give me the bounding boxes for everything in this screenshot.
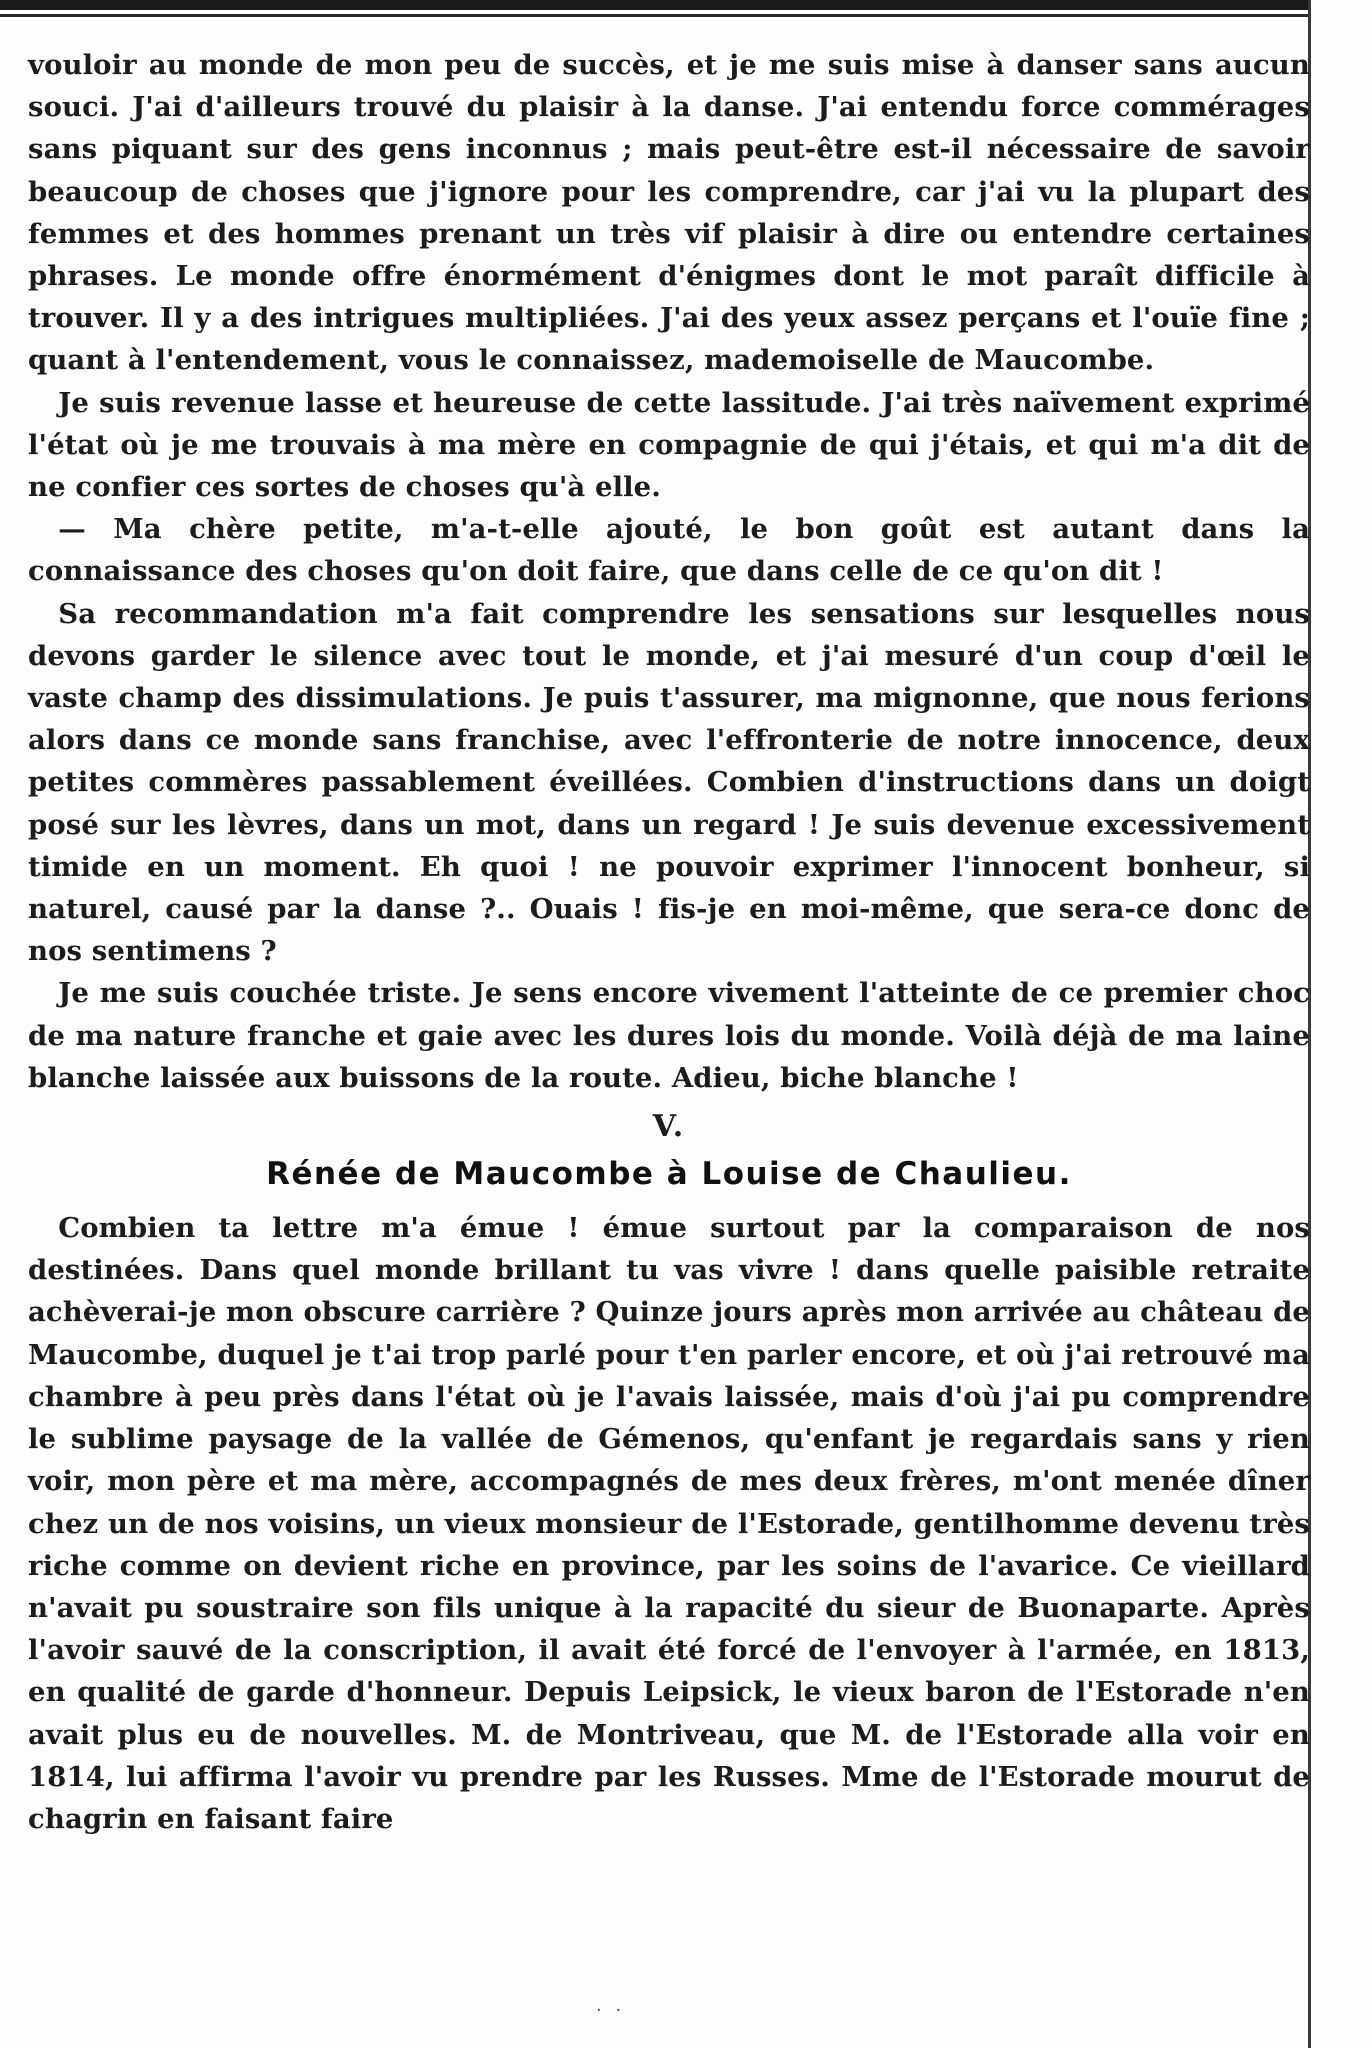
paragraph-4: Sa recommandation m'a fait comprendre les sensations sur lesquelles nous devons garder le silence avec tout le monde, et j'ai mesuré d'un coup d'œil le vaste champ des dissimulations. Je puis t'assurer, ma mignonne, que nous ferions alors dans ce monde sans franchise, avec l'effronterie de notre innocence, deux petites commères passablement éveillées. Combien d'instructions dans un doigt posé sur les lèvres, dans un mot, dans un regard ! Je suis devenue excessivement timide en un moment. Eh quoi ! ne pouvoir exprimer l'innocent bonheur, si naturel, causé par la danse ?.. Ouais ! fis-je en moi-même, que sera-ce donc de nos sentimens ? bbox=[28, 597, 1310, 968]
top-border-rule bbox=[0, 0, 1310, 10]
paragraph-2: Je suis revenue lasse et heureuse de cette lassitude. J'ai très naïvement exprimé l'état où je me trouvais à ma mère en compagnie de qui j'étais, et qui m'a dit de ne confier ces sortes de choses qu'à elle. bbox=[28, 386, 1310, 504]
paragraph-3: — Ma chère petite, m'a-t-elle ajouté, le bon goût est autant dans la connaissance des choses qu'on doit faire, que dans celle de ce qu'on dit ! bbox=[28, 513, 1310, 588]
letter-heading: Rénée de Maucombe à Louise de Chaulieu. bbox=[266, 1156, 1072, 1193]
paragraph-5: Je me suis couchée triste. Je sens encore vivement l'atteinte de ce premier choc de ma nature franche et gaie avec les dures lois du monde. Voilà déjà de ma laine blanche laissée aux buissons de la route. Adieu, biche blanche ! bbox=[28, 977, 1310, 1094]
paragraph-1: vouloir au monde de mon peu de succès, et je me suis mise à danser sans aucun souci. J'ai d'ailleurs trouvé du plaisir à la danse. J'ai entendu force commérages sans piquant sur des gens inconnus ; mais peut-être est-il nécessaire de savoir beaucoup de choses que j'ignore pour les comprendre, car j'ai vu la plupart des femmes et des hommes prenant un très vif plaisir à dire ou entendre certaines phrases. Le monde offre énormément d'énigmes dont le mot paraît difficile à trouver. Il y a des intrigues multipliées. J'ai des yeux assez perçans et l'ouïe fine ; quant à l'entendement, vous le connaissez, mademoiselle de Maucombe. bbox=[28, 49, 1310, 377]
bottom-margin-specks: · · bbox=[596, 2000, 626, 2021]
section-number: V. bbox=[652, 1109, 686, 1145]
paragraph-6: Combien ta lettre m'a émue ! émue surtout par la comparaison de nos destinées. Dans quel monde brillant tu vas vivre ! dans quelle paisible retraite achèverai-je mon obscure carrière ? Quinze jours après mon arrivée au château de Maucombe, duquel je t'ai trop parlé pour t'en parler encore, et où j'ai retrouvé ma chambre à peu près dans l'état où je l'avais laissée, mais d'où j'ai pu comprendre le sublime paysage de la vallée de Gémenos, qu'enfant je regardais sans y rien voir, mon père et ma mère, accompagnés de mes deux frères, m'ont menée dîner chez un de nos voisins, un vieux monsieur de l'Estorade, gentilhomme devenu très riche comme on devient riche en province, par les soins de l'avarice. Ce vieillard n'avait pu soustraire son fils unique à la rapacité du sieur de Buonaparte. Après l'avoir sauvé de la conscription, il avait été forcé de l'envoyer à l'armée, en 1813, en qualité de garde d'honneur. Depuis Leipsick, le vieux baron de l'Estorade n'en avait plus eu de nouvelles. M. de Montriveau, que M. de l'Estorade alla voir en 1814, lui affirma l'avoir vu prendre par les Russes. Mme de l'Estorade mourut de chagrin en faisant faire bbox=[28, 1212, 1310, 1835]
text-column bbox=[28, 44, 1310, 1840]
letter-five-body bbox=[28, 1207, 1310, 1840]
top-border-thin-rule bbox=[0, 14, 1310, 17]
